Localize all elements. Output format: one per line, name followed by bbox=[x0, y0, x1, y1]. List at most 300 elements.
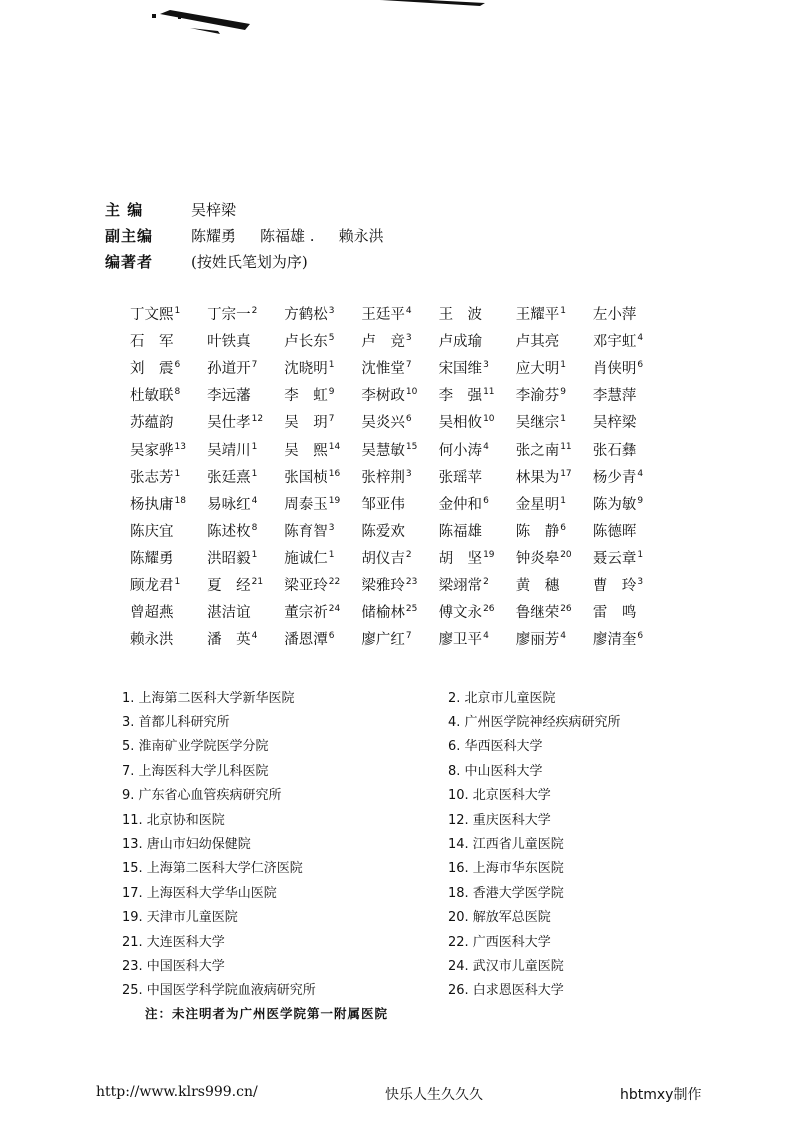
affiliation-mark: 1 bbox=[560, 306, 566, 317]
author-entry bbox=[516, 303, 593, 324]
author-entry bbox=[516, 466, 593, 487]
author-entry bbox=[284, 574, 361, 595]
author-entry bbox=[439, 628, 516, 649]
author-entry bbox=[593, 493, 670, 514]
affiliation-mark: 2 bbox=[251, 306, 258, 317]
author-name: 吴仕孝 bbox=[207, 415, 251, 432]
author-entry bbox=[207, 411, 284, 432]
author-name: 梁亚玲 bbox=[284, 577, 328, 594]
affiliation-mark: 9 bbox=[637, 495, 644, 506]
affiliation-mark: 4 bbox=[637, 468, 644, 479]
footnote: 注：未注明者为广州医学院第一附属医院 bbox=[145, 1006, 389, 1021]
affiliation-mark: 4 bbox=[483, 441, 489, 452]
author-entry bbox=[130, 574, 207, 595]
author-entry bbox=[130, 439, 207, 460]
author-row bbox=[130, 408, 670, 435]
author-name: 李 虹 bbox=[284, 388, 328, 405]
author-name: 廖广红 bbox=[361, 632, 405, 649]
affiliation-mark: 21 bbox=[251, 576, 264, 587]
author-name: 储榆林 bbox=[361, 605, 405, 622]
author-name: 吴梓梁 bbox=[592, 415, 637, 432]
author-entry bbox=[516, 357, 593, 378]
author-row bbox=[130, 327, 670, 354]
author-row bbox=[130, 571, 670, 598]
author-entry bbox=[516, 520, 593, 541]
author-row bbox=[130, 544, 670, 571]
affiliation-mark: 26 bbox=[483, 604, 495, 615]
author-name: 张瑶苹 bbox=[438, 469, 483, 486]
affiliation-mark: 13 bbox=[174, 441, 186, 452]
author-name: 杨少青 bbox=[592, 469, 637, 486]
author-entry bbox=[361, 384, 438, 405]
affiliation-item: 26. 白求恩医科大学 bbox=[448, 983, 564, 999]
credit-name: 吴梓梁 bbox=[191, 200, 237, 219]
affiliation-item: 4. 广州医学院神经疾病研究所 bbox=[448, 715, 621, 731]
author-name: 叶铁真 bbox=[207, 334, 251, 351]
author-name: 孙道开 bbox=[207, 361, 251, 378]
author-name: 石 军 bbox=[130, 334, 174, 351]
author-name: 曹 玲 bbox=[592, 577, 637, 594]
author-name: 卢其亮 bbox=[515, 334, 560, 351]
author-entry bbox=[284, 411, 361, 432]
affiliation-mark: 6 bbox=[483, 495, 489, 506]
affiliation-item: 19. 天津市儿童医院 bbox=[122, 910, 238, 926]
affiliation-item: 8. 中山医科大学 bbox=[448, 763, 543, 779]
author-entry bbox=[439, 330, 516, 351]
author-name: 王廷平 bbox=[361, 307, 405, 324]
affiliation-item: 20. 解放军总医院 bbox=[448, 910, 551, 926]
author-name: 宋国维 bbox=[438, 361, 483, 378]
author-entry bbox=[284, 547, 361, 568]
author-name: 陈德晖 bbox=[592, 523, 637, 540]
author-row bbox=[130, 598, 670, 625]
scan-artifact bbox=[150, 0, 490, 40]
author-name: 沈晓明 bbox=[284, 361, 328, 378]
author-entry bbox=[207, 330, 284, 351]
author-name: 刘 震 bbox=[130, 361, 174, 378]
credits-block bbox=[105, 196, 408, 274]
author-row bbox=[130, 517, 670, 544]
author-name: 聂云章 bbox=[592, 550, 637, 567]
affiliation-mark: 3 bbox=[483, 360, 489, 371]
affiliation-mark: 10 bbox=[483, 414, 495, 425]
author-entry bbox=[207, 466, 284, 487]
author-entry bbox=[207, 493, 284, 514]
affiliation-mark: 1 bbox=[174, 306, 181, 317]
author-name: 潘恩潭 bbox=[284, 632, 328, 649]
author-name: 吴炎兴 bbox=[361, 415, 405, 432]
affiliation-row bbox=[122, 708, 682, 732]
author-entry bbox=[284, 303, 361, 324]
affiliation-row bbox=[122, 952, 682, 976]
affiliation-row bbox=[122, 684, 682, 708]
author-name: 吴相攸 bbox=[438, 415, 483, 432]
author-entry bbox=[516, 601, 593, 622]
author-entry bbox=[130, 520, 207, 541]
author-name: 陈福雄 bbox=[438, 523, 483, 540]
affiliation-mark: 1 bbox=[251, 468, 258, 479]
author-name: 董宗祈 bbox=[284, 605, 328, 622]
author-entry bbox=[516, 384, 593, 405]
affiliation-mark: 15 bbox=[405, 441, 418, 452]
author-name: 卢成瑜 bbox=[438, 334, 483, 351]
author-name: 陈为敏 bbox=[592, 496, 637, 513]
affiliation-list bbox=[122, 684, 682, 1001]
author-entry bbox=[284, 330, 361, 351]
author-name: 何小涛 bbox=[438, 442, 483, 459]
author-entry bbox=[361, 411, 438, 432]
affiliation-mark: 4 bbox=[251, 495, 258, 506]
author-entry bbox=[593, 520, 670, 541]
footer-credit: hbtmxy制作 bbox=[620, 1087, 702, 1103]
author-entry bbox=[516, 411, 593, 432]
author-name: 吴 熙 bbox=[284, 442, 328, 459]
affiliation-row bbox=[122, 977, 682, 1001]
credit-names bbox=[191, 225, 408, 246]
credit-name: 赖永洪 bbox=[338, 226, 384, 245]
affiliation-row bbox=[122, 855, 682, 879]
author-entry bbox=[207, 520, 284, 541]
affiliation-row bbox=[122, 733, 682, 757]
author-name: 李慧萍 bbox=[592, 388, 637, 405]
affiliation-mark: 18 bbox=[174, 495, 186, 506]
author-name: 傅文永 bbox=[438, 605, 483, 622]
author-row bbox=[130, 435, 670, 462]
author-entry bbox=[361, 520, 438, 541]
author-name: 方鹤松 bbox=[284, 307, 328, 324]
affiliation-mark: 9 bbox=[560, 387, 566, 398]
author-name: 金仲和 bbox=[438, 496, 483, 513]
author-entry bbox=[284, 493, 361, 514]
author-name: 李 强 bbox=[438, 388, 483, 405]
credit-names bbox=[191, 199, 260, 220]
author-name: 张石彝 bbox=[592, 442, 637, 459]
author-name: 吴家骅 bbox=[130, 442, 174, 459]
affiliation-item: 14. 江西省儿童医院 bbox=[448, 837, 564, 853]
author-name: 陈述枚 bbox=[207, 523, 251, 540]
author-entry bbox=[593, 411, 670, 432]
affiliation-mark: 19 bbox=[328, 495, 341, 506]
affiliation-item: 21. 大连医科大学 bbox=[122, 934, 225, 950]
author-entry bbox=[130, 547, 207, 568]
affiliation-mark: 9 bbox=[328, 387, 335, 398]
affiliation-mark: 3 bbox=[328, 306, 335, 317]
author-name: 肖侠明 bbox=[592, 361, 637, 378]
author-entry bbox=[284, 628, 361, 649]
author-entry bbox=[130, 303, 207, 324]
affiliation-mark: 1 bbox=[637, 549, 644, 560]
affiliation-mark: 4 bbox=[251, 631, 258, 642]
credit-role: 主 编 bbox=[105, 200, 144, 219]
author-name: 胡 坚 bbox=[438, 550, 483, 567]
affiliation-mark: 8 bbox=[251, 522, 258, 533]
author-row bbox=[130, 354, 670, 381]
author-name: 曾超燕 bbox=[130, 605, 174, 622]
author-entry bbox=[439, 601, 516, 622]
affiliation-mark: 4 bbox=[483, 631, 489, 642]
author-entry bbox=[130, 357, 207, 378]
author-entry bbox=[361, 357, 438, 378]
author-name: 陈耀勇 bbox=[130, 550, 174, 567]
affiliation-mark: 6 bbox=[637, 360, 644, 371]
author-name: 吴靖川 bbox=[207, 442, 251, 459]
affiliation-mark: 4 bbox=[560, 631, 566, 642]
affiliation-mark: 6 bbox=[174, 360, 181, 371]
author-name: 吴慧敏 bbox=[361, 442, 405, 459]
author-entry bbox=[593, 574, 670, 595]
credit-row bbox=[105, 222, 408, 248]
affiliation-mark: 14 bbox=[328, 441, 341, 452]
author-entry bbox=[593, 439, 670, 460]
author-entry bbox=[593, 628, 670, 649]
author-entry bbox=[284, 601, 361, 622]
author-name: 廖丽芳 bbox=[515, 632, 560, 649]
author-entry bbox=[439, 520, 516, 541]
author-entry bbox=[361, 574, 438, 595]
author-name: 钟炎皋 bbox=[515, 550, 560, 567]
affiliation-item: 13. 唐山市妇幼保健院 bbox=[122, 837, 251, 853]
affiliation-mark: 25 bbox=[405, 604, 418, 615]
author-entry bbox=[284, 466, 361, 487]
author-entry bbox=[593, 601, 670, 622]
affiliation-item: 12. 重庆医科大学 bbox=[448, 812, 551, 828]
author-name: 林果为 bbox=[515, 469, 560, 486]
author-entry bbox=[361, 439, 438, 460]
affiliation-mark: 3 bbox=[405, 333, 412, 344]
affiliation-mark: 11 bbox=[483, 387, 495, 398]
author-name: 易咏红 bbox=[207, 496, 251, 513]
author-entry bbox=[439, 357, 516, 378]
affiliation-item: 24. 武汉市儿童医院 bbox=[448, 958, 564, 974]
author-name: 梁雅玲 bbox=[361, 577, 405, 594]
affiliation-mark: 7 bbox=[328, 414, 335, 425]
author-name: 胡仪吉 bbox=[361, 550, 405, 567]
affiliation-item: 25. 中国医学科学院血液病研究所 bbox=[122, 983, 316, 999]
affiliation-mark: 12 bbox=[251, 414, 264, 425]
affiliation-item: 18. 香港大学医学院 bbox=[448, 885, 564, 901]
author-entry bbox=[207, 439, 284, 460]
author-entry bbox=[516, 574, 593, 595]
affiliation-mark: 4 bbox=[637, 333, 644, 344]
author-entry bbox=[361, 330, 438, 351]
affiliation-mark: 1 bbox=[560, 495, 566, 506]
affiliation-row bbox=[122, 879, 682, 903]
author-entry bbox=[130, 493, 207, 514]
affiliation-mark: 6 bbox=[328, 631, 335, 642]
credit-role: 副主编 bbox=[105, 226, 154, 245]
author-name: 杨执庸 bbox=[130, 496, 174, 513]
author-entry bbox=[516, 439, 593, 460]
author-entry bbox=[439, 493, 516, 514]
author-entry bbox=[361, 601, 438, 622]
author-entry bbox=[361, 466, 438, 487]
affiliation-mark: 2 bbox=[405, 549, 412, 560]
author-entry bbox=[361, 547, 438, 568]
affiliation-row bbox=[122, 830, 682, 854]
affiliation-mark: 26 bbox=[560, 604, 572, 615]
author-entry bbox=[439, 466, 516, 487]
affiliation-item: 15. 上海第二医科大学仁济医院 bbox=[122, 861, 303, 877]
affiliation-mark: 3 bbox=[405, 468, 412, 479]
affiliation-mark: 2 bbox=[483, 576, 489, 587]
author-entry bbox=[130, 330, 207, 351]
credit-row bbox=[105, 196, 408, 222]
author-name: 李树政 bbox=[361, 388, 405, 405]
affiliation-mark: 1 bbox=[251, 549, 258, 560]
author-entry bbox=[130, 384, 207, 405]
affiliation-item: 9. 广东省心血管疾病研究所 bbox=[122, 788, 282, 804]
author-name: 鲁继荣 bbox=[515, 605, 560, 622]
affiliation-mark: 1 bbox=[251, 441, 258, 452]
affiliation-row bbox=[122, 782, 682, 806]
affiliation-item: 10. 北京医科大学 bbox=[448, 788, 551, 804]
author-name: 杜敏联 bbox=[130, 388, 174, 405]
author-entry bbox=[361, 493, 438, 514]
affiliation-mark: 1 bbox=[328, 549, 335, 560]
author-entry bbox=[130, 628, 207, 649]
author-name: 陈爱欢 bbox=[361, 523, 405, 540]
author-row bbox=[130, 625, 670, 652]
affiliation-mark: 20 bbox=[560, 549, 572, 560]
author-name: 廖卫平 bbox=[438, 632, 483, 649]
author-name: 丁文熙 bbox=[130, 307, 174, 324]
affiliation-mark: 19 bbox=[483, 549, 495, 560]
affiliation-mark: 23 bbox=[405, 576, 418, 587]
affiliation-item: 17. 上海医科大学华山医院 bbox=[122, 885, 277, 901]
author-entry bbox=[516, 493, 593, 514]
author-entry bbox=[207, 574, 284, 595]
affiliation-item: 23. 中国医科大学 bbox=[122, 958, 225, 974]
author-name: 张梓荆 bbox=[361, 469, 405, 486]
affiliation-row bbox=[122, 806, 682, 830]
author-name: 张之南 bbox=[515, 442, 560, 459]
affiliation-row bbox=[122, 757, 682, 781]
author-entry bbox=[284, 520, 361, 541]
author-name: 赖永洪 bbox=[130, 632, 174, 649]
author-entry bbox=[439, 411, 516, 432]
affiliation-mark: 3 bbox=[328, 522, 335, 533]
author-name: 沈惟堂 bbox=[361, 361, 405, 378]
affiliation-mark: 10 bbox=[405, 387, 418, 398]
credit-role: 编著者 bbox=[105, 252, 154, 271]
author-name: 梁翊常 bbox=[438, 577, 483, 594]
affiliation-mark: 3 bbox=[637, 576, 644, 587]
author-name: 雷 鸣 bbox=[592, 605, 637, 622]
affiliation-mark: 24 bbox=[328, 604, 341, 615]
author-row bbox=[130, 381, 670, 408]
author-name: 廖清奎 bbox=[592, 632, 637, 649]
author-row bbox=[130, 490, 670, 517]
author-name: 李远藩 bbox=[207, 388, 251, 405]
author-entry bbox=[516, 628, 593, 649]
affiliation-row bbox=[122, 904, 682, 928]
affiliation-mark: 1 bbox=[328, 360, 335, 371]
affiliation-mark: 6 bbox=[405, 414, 412, 425]
author-entry bbox=[130, 411, 207, 432]
affiliation-item: 2. 北京市儿童医院 bbox=[448, 690, 556, 706]
author-name: 黄 穗 bbox=[515, 577, 560, 594]
author-name: 金星明 bbox=[515, 496, 560, 513]
affiliation-mark: 6 bbox=[560, 522, 566, 533]
author-name: 陈庆宜 bbox=[130, 523, 174, 540]
author-entry bbox=[284, 357, 361, 378]
author-entry bbox=[207, 303, 284, 324]
author-entry bbox=[593, 384, 670, 405]
author-name: 顾龙君 bbox=[130, 577, 174, 594]
author-entry bbox=[207, 628, 284, 649]
author-entry bbox=[284, 384, 361, 405]
author-name: 卢长东 bbox=[284, 334, 328, 351]
credit-name: 陈福雄 . bbox=[260, 226, 315, 245]
affiliation-row bbox=[122, 928, 682, 952]
affiliation-mark: 16 bbox=[328, 468, 341, 479]
author-name: 陈育智 bbox=[284, 523, 328, 540]
author-entry bbox=[439, 547, 516, 568]
author-name: 洪昭毅 bbox=[207, 550, 251, 567]
affiliation-item: 6. 华西医科大学 bbox=[448, 739, 543, 755]
affiliation-mark: 22 bbox=[328, 576, 341, 587]
affiliation-mark: 6 bbox=[637, 631, 644, 642]
author-entry bbox=[516, 547, 593, 568]
author-entry bbox=[439, 574, 516, 595]
affiliation-mark: 1 bbox=[174, 576, 181, 587]
author-entry bbox=[361, 628, 438, 649]
credit-name: (按姓氏笔划为序) bbox=[191, 252, 308, 271]
author-entry bbox=[207, 357, 284, 378]
author-name: 王耀平 bbox=[515, 307, 560, 324]
author-name: 苏蕴韵 bbox=[130, 415, 174, 432]
author-entry bbox=[130, 466, 207, 487]
author-name: 施诚仁 bbox=[284, 550, 328, 567]
author-entry bbox=[207, 384, 284, 405]
author-name: 王 波 bbox=[438, 307, 483, 324]
affiliation-mark: 4 bbox=[405, 306, 412, 317]
author-name: 潘 英 bbox=[207, 632, 251, 649]
affiliation-item: 7. 上海医科大学儿科医院 bbox=[122, 763, 269, 779]
author-entry bbox=[130, 601, 207, 622]
author-entry bbox=[593, 466, 670, 487]
author-entry bbox=[593, 357, 670, 378]
credit-row bbox=[105, 248, 408, 274]
author-entry bbox=[284, 439, 361, 460]
author-name: 邹亚伟 bbox=[361, 496, 405, 513]
author-name: 吴继宗 bbox=[515, 415, 560, 432]
author-entry bbox=[593, 303, 670, 324]
author-entry bbox=[207, 601, 284, 622]
author-name: 陈 静 bbox=[515, 523, 560, 540]
footer-url: http://www.klrs999.cn/ bbox=[96, 1084, 258, 1100]
author-name: 张廷熹 bbox=[207, 469, 251, 486]
affiliation-mark: 8 bbox=[174, 387, 181, 398]
author-grid bbox=[130, 300, 670, 652]
author-name: 张国桢 bbox=[284, 469, 328, 486]
author-name: 应大明 bbox=[515, 361, 560, 378]
credit-name: 陈耀勇 bbox=[191, 226, 237, 245]
author-name: 夏 经 bbox=[207, 577, 251, 594]
credit-names bbox=[191, 251, 332, 272]
footer-slogan: 快乐人生久久久 bbox=[385, 1087, 483, 1103]
affiliation-mark: 1 bbox=[560, 360, 566, 371]
author-entry bbox=[593, 547, 670, 568]
author-name: 吴 玥 bbox=[284, 415, 328, 432]
author-entry bbox=[207, 547, 284, 568]
affiliation-mark: 1 bbox=[560, 414, 566, 425]
affiliation-mark: 7 bbox=[251, 360, 258, 371]
author-name: 李渝芬 bbox=[515, 388, 560, 405]
affiliation-mark: 11 bbox=[560, 441, 572, 452]
author-entry bbox=[361, 303, 438, 324]
author-name: 张志芳 bbox=[130, 469, 174, 486]
